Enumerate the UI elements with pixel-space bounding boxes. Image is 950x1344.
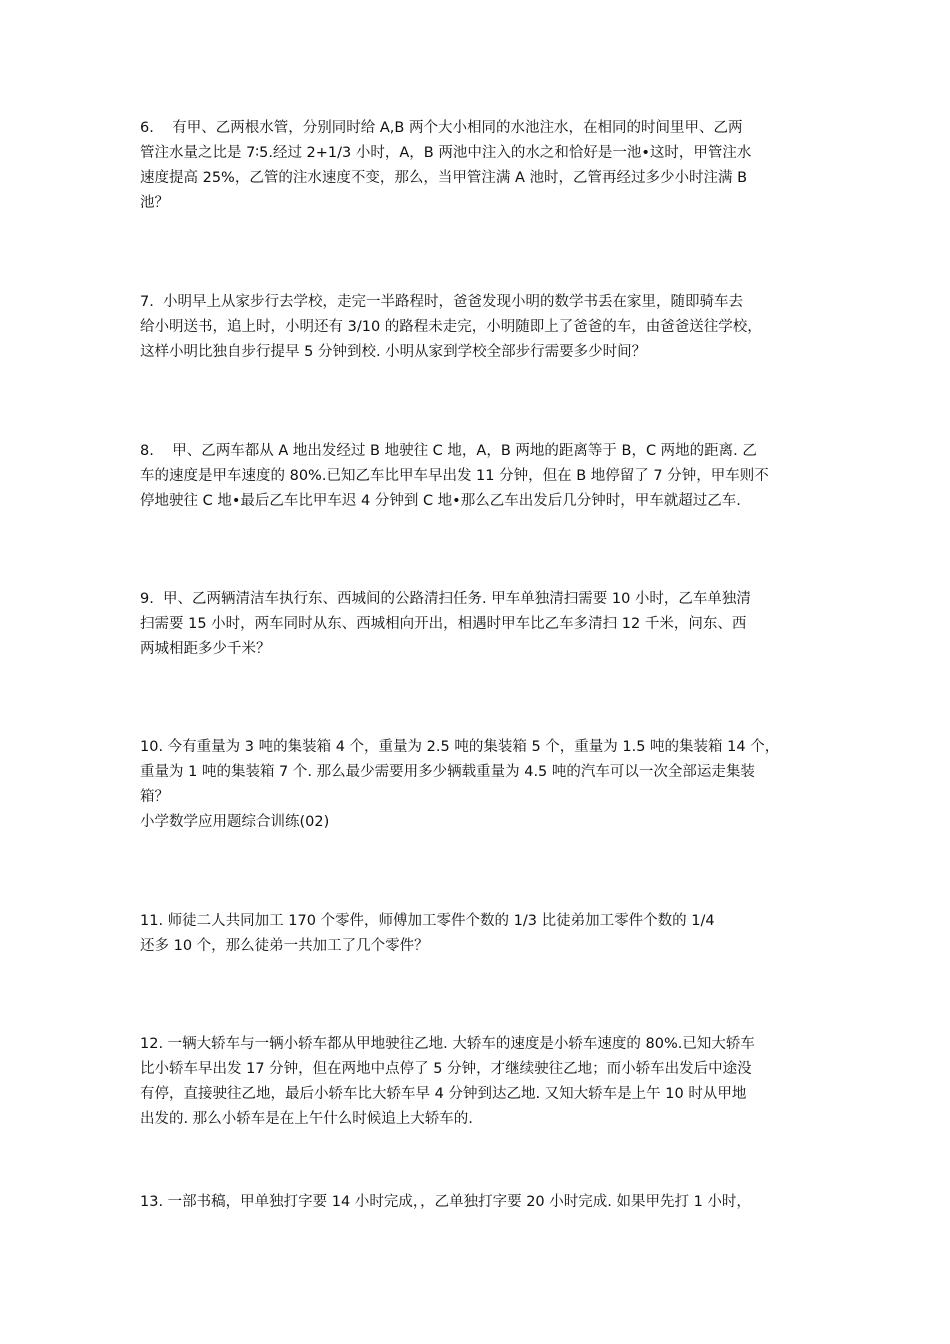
question-8-line-1: 8. 甲、乙两车都从 A 地出发经过 B 地驶往 C 地，A，B 两地的距离等于 B，C 两地的距离. 乙 [140,443,757,459]
question-12-line-1: 12. 一辆大轿车与一辆小轿车都从甲地驶往乙地. 大轿车的速度是小轿车速度的 80%.已知大轿车 [140,1036,755,1052]
question-10 [140,735,816,810]
question-12-line-4: 出发的. 那么小轿车是在上午什么时候追上大轿车的. [140,1111,473,1127]
question-11-line-1: 11. 师徒二人共同加工 170 个零件，师傅加工零件个数的 1/3 比徒弟加工零件个数的 1/4 [140,913,715,929]
question-12-line-2: 比小轿车早出发 17 分钟，但在两地中点停了 5 分钟，才继续驶往乙地；而小轿车出发后中途没 [140,1061,752,1077]
question-6-line-3: 速度提高 25%，乙管的注水速度不变，那么，当甲管注满 A 池时，乙管再经过多少小时注满 B [140,170,748,186]
question-9-line-3: 两城相距多少千米？ [140,641,271,657]
question-7-line-3: 这样小明比独自步行提早 5 分钟到校. 小明从家到学校全部步行需要多少时间？ [140,344,647,360]
question-6 [140,116,816,216]
question-11 [140,909,816,959]
question-9-line-2: 扫需要 15 小时，两车同时从东、西城相向开出，相遇时甲车比乙车多清扫 12 千米，问东、西 [140,616,747,632]
question-9 [140,587,816,662]
question-10-line-3: 箱？ [140,789,169,805]
question-10-line-1: 10. 今有重量为 3 吨的集装箱 4 个，重量为 2.5 吨的集装箱 5 个，重量为 1.5 吨的集装箱 14 个， [140,739,780,755]
question-11-line-2: 还多 10 个，那么徒弟一共加工了几个零件？ [140,938,429,954]
question-12 [140,1032,816,1132]
question-6-line-1: 6. 有甲、乙两根水管，分别同时给 A,B 两个大小相同的水池注水，在相同的时间里甲、乙两 [140,120,743,136]
question-8-line-2: 车的速度是甲车速度的 80%.已知乙车比甲车早出发 11 分钟，但在 B 地停留了 7 分钟，甲车则不 [140,468,769,484]
question-6-line-2: 管注水量之比是 7∶5.经过 2+1/3 小时，A，B 两池中注入的水之和恰好是一池•这时，甲管注水 [140,145,752,161]
question-13 [140,1190,816,1215]
question-7-line-2: 给小明送书，追上时，小明还有 3/10 的路程未走完，小明随即上了爸爸的车，由爸爸送往学校， [140,319,762,335]
section-heading: 小学数学应用题综合训练(02) [140,814,330,830]
question-10-line-2: 重量为 1 吨的集装箱 7 个. 那么最少需要用多少辆载重量为 4.5 吨的汽车可以一次全部运走集装 [140,764,755,780]
question-6-line-4: 池？ [140,195,169,211]
question-7 [140,290,816,365]
question-9-line-1: 9. 甲、乙两辆清洁车执行东、西城间的公路清扫任务. 甲车单独清扫需要 10 小时，乙车单独清 [140,591,751,607]
question-7-line-1: 7. 小明早上从家步行去学校，走完一半路程时，爸爸发现小明的数学书丢在家里，随即骑车去 [140,294,744,310]
question-13-line-1: 13. 一部书稿，甲单独打字要 14 小时完成，，乙单独打字要 20 小时完成. 如果甲先打 1 小时， [140,1194,751,1210]
question-8-line-3: 停地驶往 C 地•最后乙车比甲车迟 4 分钟到 C 地•那么乙车出发后几分钟时，甲车就超过乙车. [140,493,741,509]
question-12-line-3: 有停，直接驶往乙地，最后小轿车比大轿车早 4 分钟到达乙地. 又知大轿车是上午 10 时从甲地 [140,1086,747,1102]
question-8 [140,439,816,514]
